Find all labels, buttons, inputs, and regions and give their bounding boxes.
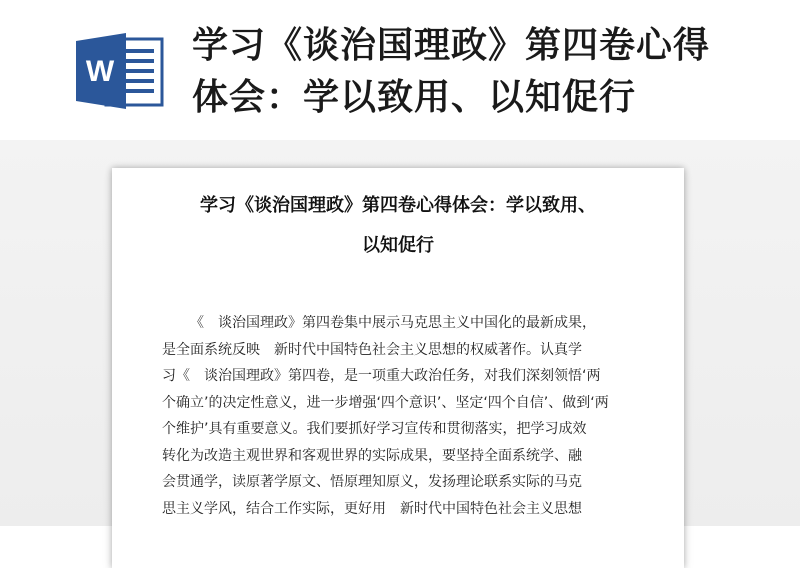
page-title xyxy=(192,20,792,124)
document-title-line-2: 以知促行 xyxy=(362,235,434,256)
body-line: 会贯通学，读原著学原文、悟原理知原义，发扬理论联系实际的马克 xyxy=(162,474,582,490)
body-line: 习《 谈治国理政》第四卷，是一项重大政治任务，对我们深刻领悟‘两 xyxy=(162,368,601,384)
document-title xyxy=(112,186,684,266)
page-title-line-2: 体会：学以致用、以知促行 xyxy=(192,77,637,118)
body-line: 是全面系统反映 新时代中国特色社会主义思想的权威著作。认真学 xyxy=(162,341,582,358)
body-line: 个维护’具有重要意义。我们要抓好学习宣传和贯彻落实，把学习成效 xyxy=(162,421,587,437)
word-icon-letter: W xyxy=(85,55,115,88)
document-title-line-1: 学习《谈治国理政》第四卷心得体会：学以致用、 xyxy=(200,195,596,216)
word-document-icon xyxy=(76,31,166,111)
page-title-line-1: 学习《谈治国理政》第四卷心得 xyxy=(192,25,711,66)
body-line: 《 谈治国理政》第四卷集中展示马克思主义中国化的最新成果， xyxy=(190,315,596,331)
body-line: 思主义学风，结合工作实际，更好用 新时代中国特色社会主义思想 xyxy=(162,500,582,517)
body-line: 转化为改造主观世界和客观世界的实际成果，要坚持全面系统学、融 xyxy=(162,447,582,464)
document-body xyxy=(162,310,642,522)
header xyxy=(0,0,800,140)
body-line: 个确立’的决定性意义，进一步增强‘四个意识’、坚定‘四个自信’、做到‘两 xyxy=(162,394,609,411)
